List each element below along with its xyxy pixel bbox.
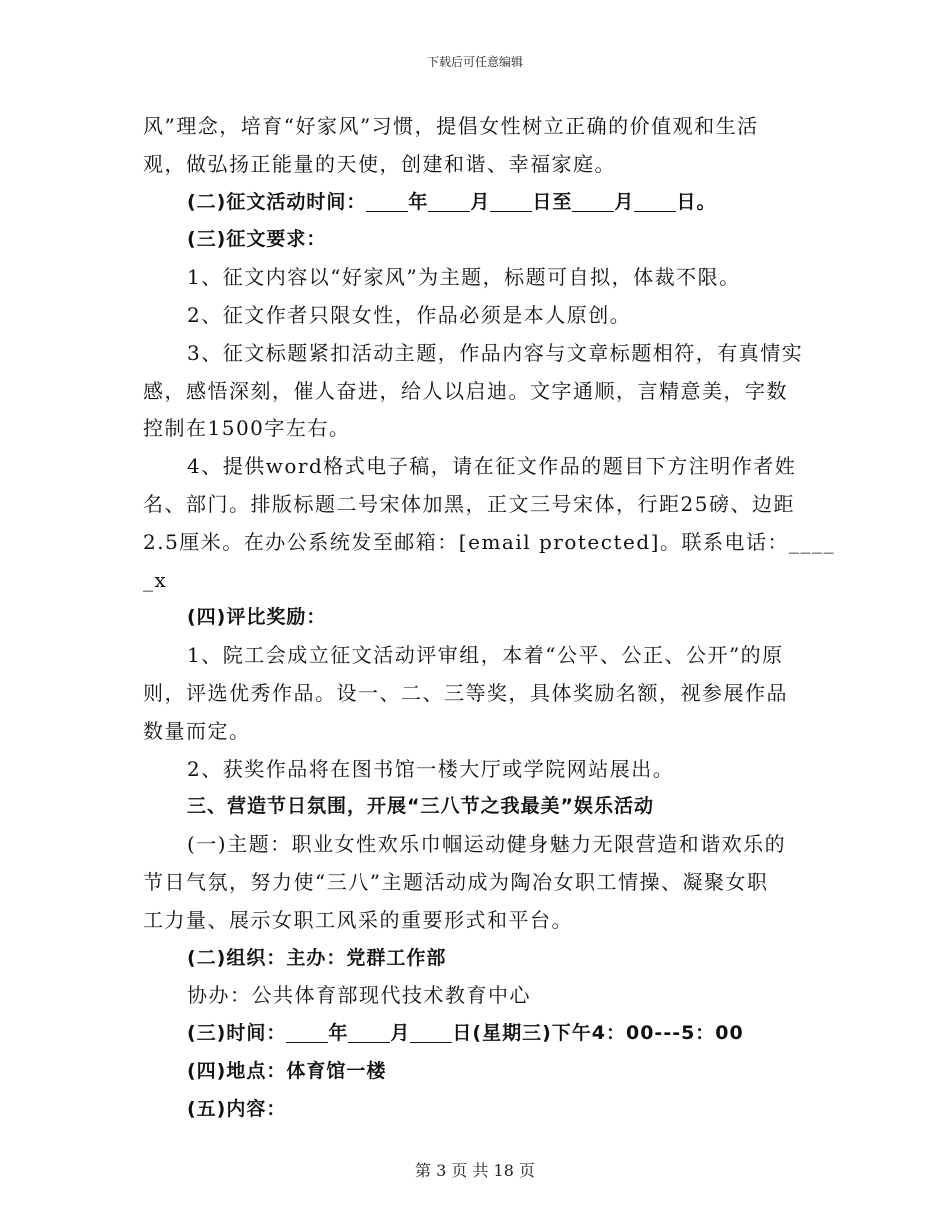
text-segment: (二)征文活动时间： (187, 190, 367, 213)
text-segment: 日(星期三)下午4：00---5：00 (452, 1022, 744, 1045)
blank-underline (286, 1018, 328, 1043)
activity-time-line (143, 1015, 815, 1053)
text-line: 控制在1500字左右。 (143, 416, 351, 441)
text-line: 3、征文标题紧扣活动主题，作品内容与文章标题相符，有真情实 (187, 340, 804, 365)
blank-underline (634, 187, 676, 212)
text-segment: 月 (390, 1022, 411, 1045)
page-footer: 第 3 页 共 18 页 (415, 1161, 535, 1180)
text-segment: 月 (614, 190, 635, 213)
text-segment: 年 (328, 1022, 349, 1045)
section-heading: 三、营造节日氛围，开展“三八节之我最美”娱乐活动 (187, 795, 654, 818)
text-segment: (三)时间： (187, 1022, 287, 1045)
text-segment: 日。 (676, 190, 717, 213)
text-line: 4、提供word格式电子稿，请在征文作品的题目下方注明作者姓 (187, 454, 797, 479)
text-line: 则，评选优秀作品。设一、二、三等奖，具体奖励名额，视参展作品 (143, 680, 788, 705)
blank-underline (428, 187, 470, 212)
blank-underline (572, 187, 614, 212)
text-line: _x (143, 567, 168, 592)
text-segment: 月 (470, 190, 491, 213)
text-line: 数量而定。 (143, 718, 251, 743)
blank-underline (410, 1018, 452, 1043)
text-line: 名、部门。排版标题二号宋体加黑，正文三号宋体，行距25磅、边距 (143, 491, 795, 516)
blank-underline (366, 187, 408, 212)
blank-underline (348, 1018, 390, 1043)
section-heading: (四)地点：体育馆一楼 (187, 1059, 387, 1082)
text-line: 协办：公共体育部现代技术教育中心 (187, 983, 531, 1008)
text-line: 工力量、展示女职工风采的重要形式和平台。 (143, 907, 573, 932)
text-line: 1、征文内容以“好家风”为主题，标题可自拟，体裁不限。 (187, 265, 741, 290)
section-heading: (五)内容： (187, 1097, 287, 1120)
text-segment: 日至 (532, 190, 573, 213)
text-line: 感，感悟深刻，催人奋进，给人以启迪。文字通顺，言精意美，字数 (143, 378, 788, 403)
text-line: 1、院工会成立征文活动评审组，本着“公平、公正、公开”的原 (187, 643, 784, 668)
section-heading: (三)征文要求： (187, 228, 327, 251)
text-line: 2、获奖作品将在图书馆一楼大厅或学院网站展出。 (187, 756, 675, 781)
blank-underline (490, 187, 532, 212)
text-line: 2.5厘米。在办公系统发至邮箱：[email protected]。联系电话：____ (143, 529, 835, 554)
section-heading: (二)组织：主办：党群工作部 (187, 946, 447, 969)
text-line: 观，做弘扬正能量的天使，创建和谐、幸福家庭。 (143, 151, 616, 176)
page-header: 下载后可任意编辑 (426, 55, 523, 69)
text-line: 2、征文作者只限女性，作品必须是本人原创。 (187, 302, 632, 327)
document-body (143, 108, 835, 1129)
text-line: (一)主题：职业女性欢乐巾帼运动健身魅力无限营造和谐欢乐的 (187, 832, 787, 857)
text-line: 风”理念，培育“好家风”习惯，提倡女性树立正确的价值观和生活 (143, 114, 759, 138)
text-line: 节日气氛，努力使“三八”主题活动成为陶冶女职工情操、凝聚女职 (143, 869, 769, 894)
essay-time-line (143, 184, 815, 222)
text-segment: 年 (408, 190, 429, 213)
section-heading: (四)评比奖励： (187, 606, 327, 629)
